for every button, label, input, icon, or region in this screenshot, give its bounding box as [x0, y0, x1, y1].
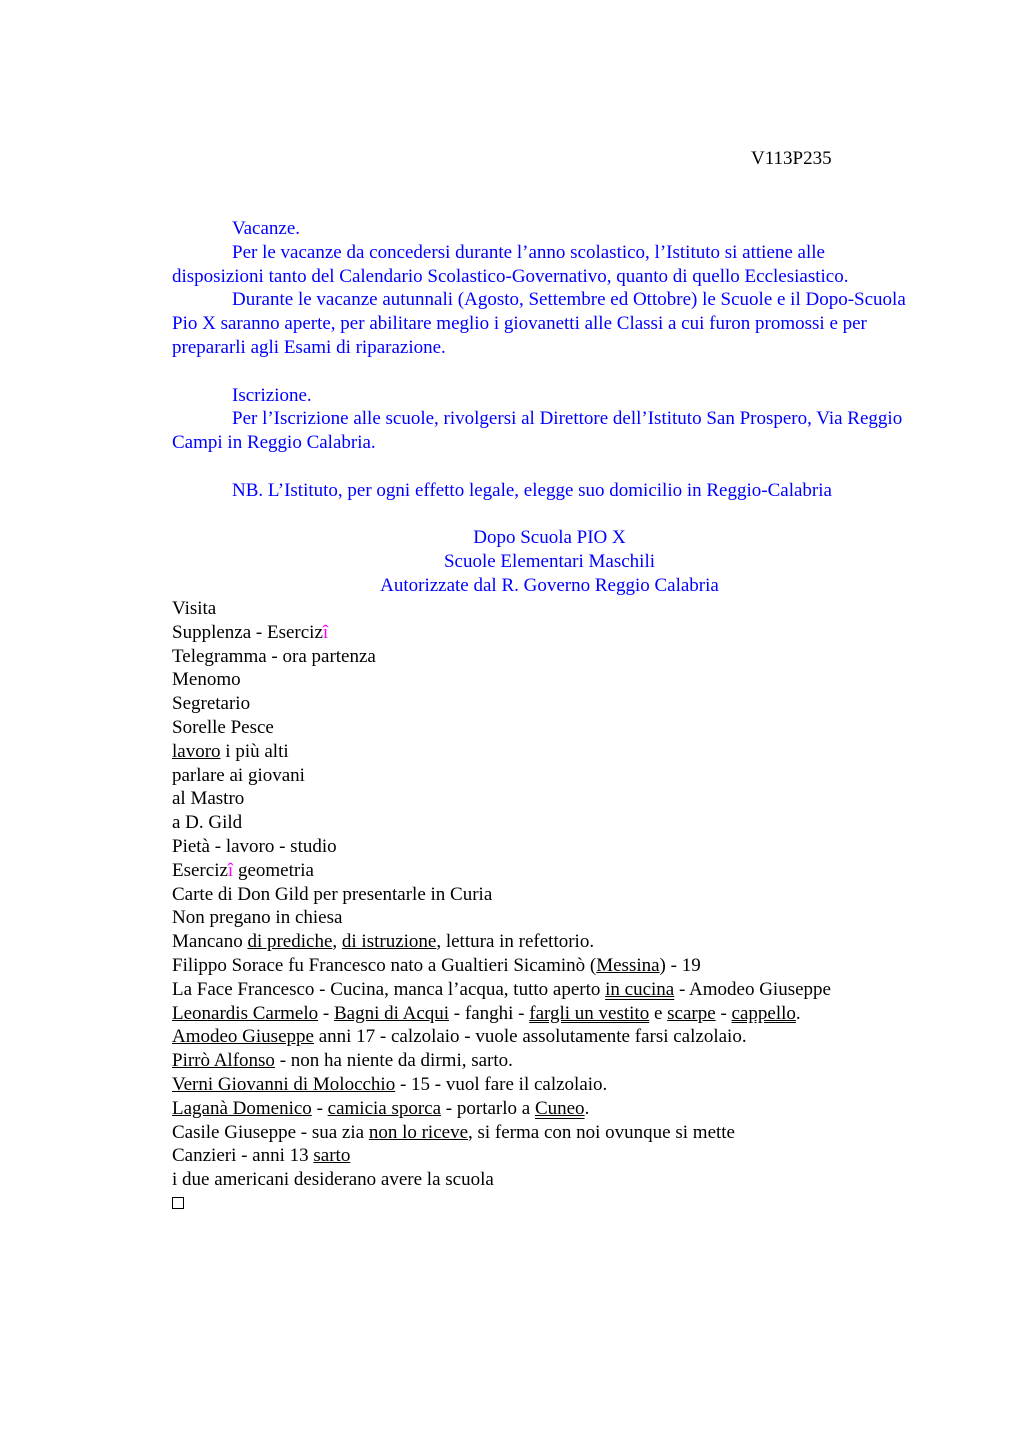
note-line: Amodeo Giuseppe anni 17 - calzolaio - vuole assolutamente farsi calzolaio. — [172, 1026, 747, 1048]
note-line: Filippo Sorace fu Francesco nato a Gualtieri Sicaminò (Messina) - 19 — [172, 954, 701, 976]
note-line: parlare ai giovani — [172, 764, 305, 786]
vacanze-paragraph-2: Durante le vacanze autunnali (Agosto, Settembre ed Ottobre) le Scuole e il Dopo-Scuola Pio X saranno aperte, per abilitare meglio i giovanetti alle Classi a cui furon promossi e per prepararli agli Esami di riparazione. — [172, 289, 906, 358]
diacritic-mark: î — [227, 859, 234, 881]
underlined-text: lavoro — [172, 740, 221, 762]
spacer — [172, 455, 914, 479]
iscrizione-paragraph: Per l’Iscrizione alle scuole, rivolgersi al Direttore dell’Istituto San Prospero, Via Reggio Campi in Reggio Calabria. — [172, 408, 903, 454]
underlined-text: Leonardis Carmelo — [172, 1002, 319, 1024]
underlined-text: Verni Giovanni di Molocchio — [172, 1073, 396, 1095]
note-line: Leonardis Carmelo - Bagni di Acqui - fanghi - fargli un vestito e scarpe - cappello. — [172, 1002, 801, 1024]
underlined-text: di prediche — [247, 931, 333, 953]
page-id: V113P235 — [751, 148, 832, 169]
note-line: Pietà - lavoro - studio — [172, 835, 337, 857]
heading-line-2: Scuole Elementari Maschili — [443, 551, 656, 573]
note-line: La Face Francesco - Cucina, manca l’acqua, tutto aperto in cucina - Amodeo Giuseppe — [172, 978, 831, 1000]
underlined-text: Pirrò Alfonso — [172, 1050, 275, 1072]
note-line: Telegramma - ora partenza — [172, 645, 376, 667]
double-underlined-text: Cuneo — [534, 1097, 585, 1119]
note-line: Casile Giuseppe - sua zia non lo riceve, si ferma con noi ovunque si mette — [172, 1121, 735, 1143]
underlined-text: camicia sporca — [327, 1097, 442, 1119]
note-line: Mancano di prediche, di istruzione, lettura in refettorio. — [172, 931, 595, 953]
note-line: Visita — [172, 598, 217, 619]
underlined-text: sarto — [313, 1145, 351, 1167]
double-underlined-text: fargli un vestito — [529, 1002, 650, 1024]
handwritten-notes — [172, 597, 932, 1216]
underlined-text: Amodeo Giuseppe — [172, 1026, 314, 1048]
note-line: Laganà Domenico - camicia sporca - portarlo a Cuneo. — [172, 1097, 590, 1119]
nb-note: NB. L’Istituto, per ogni effetto legale, elegge suo domicilio in Reggio-Calabria — [232, 479, 832, 501]
note-line: Carte di Don Gild per presentarle in Curia — [172, 883, 493, 905]
note-line — [172, 1192, 932, 1216]
double-underlined-text: cappello — [731, 1002, 796, 1024]
underlined-text: scarpe — [667, 1002, 716, 1024]
note-line: Sorelle Pesce — [172, 716, 274, 738]
note-line: Verni Giovanni di Molocchio - 15 - vuol fare il calzolaio. — [172, 1073, 608, 1095]
underlined-text: di istruzione — [341, 931, 437, 953]
note-line: Supplenza - Esercizî — [172, 621, 329, 643]
note-line: Segretario — [172, 693, 251, 715]
double-underlined-text: in cucina — [605, 978, 675, 1000]
note-line: Non pregano in chiesa — [172, 907, 343, 929]
spacer — [172, 360, 914, 384]
underlined-text: Messina — [596, 954, 660, 976]
underlined-text: Laganà Domenico — [172, 1097, 312, 1119]
note-line: i due americani desiderano avere la scuola — [172, 1169, 494, 1191]
diacritic-mark: î — [322, 621, 329, 643]
note-line: al Mastro — [172, 788, 245, 810]
vacanze-paragraph-1: Per le vacanze da concedersi durante l’anno scolastico, l’Istituto si attiene alle disposizioni tanto del Calendario Scolastico-Governativo, quanto di quello Ecclesiastico. — [172, 241, 849, 287]
note-line: Canzieri - anni 13 sarto — [172, 1145, 351, 1167]
underlined-text: Bagni di Acqui — [333, 1002, 450, 1024]
note-line: lavoro i più alti — [172, 740, 289, 762]
empty-box-icon — [172, 1197, 184, 1209]
section-title-iscrizione: Iscrizione. — [232, 384, 312, 406]
note-line: Pirrò Alfonso - non ha niente da dirmi, sarto. — [172, 1050, 513, 1072]
spacer — [172, 503, 914, 527]
underlined-text: non lo riceve — [368, 1121, 468, 1143]
note-line: a D. Gild — [172, 812, 243, 834]
section-title-vacanze: Vacanze. — [232, 218, 301, 239]
heading-line-1: Dopo Scuola PIO X — [473, 527, 626, 549]
note-line: Menomo — [172, 669, 241, 691]
note-line: Esercizî geometria — [172, 859, 314, 881]
printed-regulations — [172, 217, 914, 598]
heading-line-3: Autorizzate dal R. Governo Reggio Calabria — [380, 574, 719, 596]
